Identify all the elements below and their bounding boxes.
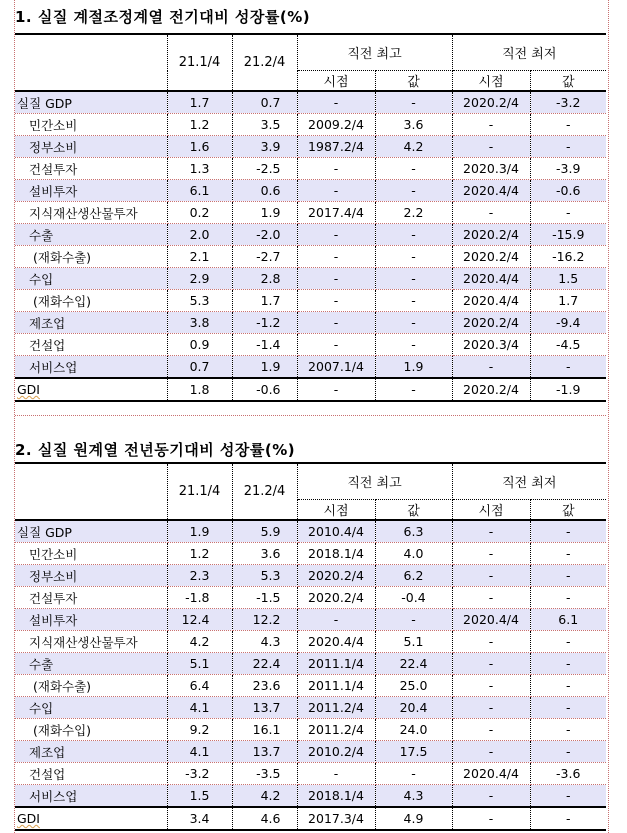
cell-q1: 1.8 (167, 378, 232, 401)
cell-low-value: -1.9 (530, 378, 606, 401)
cell-high-time: - (297, 290, 375, 312)
header-q2: 21.2/4 (232, 463, 297, 520)
section1-title: 1. 실질 계절조정계열 전기대비 성장률(%) (15, 8, 311, 26)
cell-q2: 4.3 (232, 631, 297, 653)
row-label: 건설투자 (15, 587, 167, 609)
row-label: 수출 (15, 224, 167, 246)
table-row (15, 741, 606, 763)
row-label: 제조업 (15, 312, 167, 334)
cell-q1: 1.3 (167, 158, 232, 180)
cell-high-value: 17.5 (375, 741, 452, 763)
cell-q1: 0.9 (167, 334, 232, 356)
cell-high-time: 2011.2/4 (297, 719, 375, 741)
cell-high-value: 6.2 (375, 565, 452, 587)
cell-q1: 0.7 (167, 356, 232, 379)
table-row (15, 158, 606, 180)
header-blank (15, 463, 167, 520)
row-label: 지식재산생산물투자 (15, 202, 167, 224)
row-label: 건설업 (15, 763, 167, 785)
cell-q1: 2.3 (167, 565, 232, 587)
cell-low-value: - (530, 741, 606, 763)
cell-low-value: - (530, 807, 606, 830)
cell-low-value: - (530, 202, 606, 224)
row-label: 민간소비 (15, 543, 167, 565)
subheader-high-value: 값 (375, 500, 452, 521)
table-row (15, 565, 606, 587)
subheader-low-time: 시점 (452, 71, 530, 92)
cell-low-time: - (452, 587, 530, 609)
cell-q1: 2.0 (167, 224, 232, 246)
cell-high-time: - (297, 158, 375, 180)
row-label: 정부소비 (15, 136, 167, 158)
cell-q2: 3.9 (232, 136, 297, 158)
cell-low-time: - (452, 543, 530, 565)
cell-high-value: - (375, 763, 452, 785)
cell-high-time: 2010.4/4 (297, 520, 375, 543)
cell-q1: 4.2 (167, 631, 232, 653)
cell-q2: -2.5 (232, 158, 297, 180)
cell-low-time: 2020.2/4 (452, 312, 530, 334)
cell-high-time: 2018.1/4 (297, 543, 375, 565)
subheader-low-time: 시점 (452, 500, 530, 521)
row-label: 건설업 (15, 334, 167, 356)
gdi-label: GDI (17, 811, 40, 826)
cell-high-value: 4.9 (375, 807, 452, 830)
table-row (15, 697, 606, 719)
cell-high-value: 5.1 (375, 631, 452, 653)
cell-low-value: - (530, 520, 606, 543)
cell-q2: 1.9 (232, 202, 297, 224)
row-label: 실질 GDP (15, 520, 167, 543)
cell-high-value: - (375, 268, 452, 290)
cell-q2: -2.0 (232, 224, 297, 246)
table-row (15, 719, 606, 741)
cell-q2: 23.6 (232, 675, 297, 697)
cell-low-value: -4.5 (530, 334, 606, 356)
table-row (15, 246, 606, 268)
cell-low-value: - (530, 565, 606, 587)
cell-q2: -1.2 (232, 312, 297, 334)
table-row (15, 609, 606, 631)
cell-q1: 12.4 (167, 609, 232, 631)
cell-high-time: 2020.2/4 (297, 587, 375, 609)
cell-low-time: 2020.4/4 (452, 290, 530, 312)
cell-high-time: - (297, 312, 375, 334)
cell-high-time: - (297, 334, 375, 356)
cell-q2: 3.5 (232, 114, 297, 136)
cell-low-value: -0.6 (530, 180, 606, 202)
cell-high-value: 4.2 (375, 136, 452, 158)
row-label: (재화수출) (15, 675, 167, 697)
cell-q1: 3.8 (167, 312, 232, 334)
cell-low-time: - (452, 675, 530, 697)
cell-q2: -1.4 (232, 334, 297, 356)
cell-low-time: - (452, 785, 530, 808)
subheader-high-value: 값 (375, 71, 452, 92)
cell-low-time: - (452, 136, 530, 158)
cell-low-time: - (452, 565, 530, 587)
cell-low-value: - (530, 653, 606, 675)
header-prev-low: 직전 최저 (452, 463, 606, 500)
cell-low-value: -3.6 (530, 763, 606, 785)
table-row (15, 653, 606, 675)
cell-low-time: - (452, 653, 530, 675)
gdi-label: GDI (17, 382, 40, 397)
cell-high-time: - (297, 378, 375, 401)
table-row (15, 91, 606, 114)
header-blank (15, 34, 167, 91)
section2-title: 2. 실질 원계열 전년동기대비 성장률(%) (15, 441, 296, 459)
cell-high-value: 25.0 (375, 675, 452, 697)
cell-high-value: 22.4 (375, 653, 452, 675)
header-prev-high: 직전 최고 (297, 34, 452, 71)
cell-q1: 2.1 (167, 246, 232, 268)
cell-low-value: -3.2 (530, 91, 606, 114)
cell-high-time: - (297, 224, 375, 246)
cell-high-time: 2017.3/4 (297, 807, 375, 830)
row-label: 지식재산생산물투자 (15, 631, 167, 653)
cell-q1: 6.1 (167, 180, 232, 202)
cell-high-value: - (375, 609, 452, 631)
cell-q1: 1.9 (167, 520, 232, 543)
blank-row (15, 396, 606, 416)
header-prev-low: 직전 최저 (452, 34, 606, 71)
cell-low-value: 1.5 (530, 268, 606, 290)
cell-high-time: 2011.1/4 (297, 653, 375, 675)
header-q2: 21.2/4 (232, 34, 297, 91)
table-row (15, 587, 606, 609)
cell-low-time: - (452, 520, 530, 543)
row-label: 설비투자 (15, 180, 167, 202)
cell-low-time: 2020.2/4 (452, 224, 530, 246)
cell-q1: 1.2 (167, 114, 232, 136)
cell-q2: -1.5 (232, 587, 297, 609)
cell-q2: 5.9 (232, 520, 297, 543)
cell-q2: 16.1 (232, 719, 297, 741)
cell-low-value: - (530, 719, 606, 741)
table-row (15, 785, 606, 808)
row-label: 수입 (15, 697, 167, 719)
cell-q2: 2.8 (232, 268, 297, 290)
cell-q1: 4.1 (167, 741, 232, 763)
cell-low-value: - (530, 356, 606, 379)
cell-high-value: -0.4 (375, 587, 452, 609)
cell-high-value: 1.9 (375, 356, 452, 379)
cell-low-time: - (452, 697, 530, 719)
row-label: (재화수출) (15, 246, 167, 268)
cell-low-value: -3.9 (530, 158, 606, 180)
cell-low-value: 1.7 (530, 290, 606, 312)
table-row (15, 356, 606, 379)
cell-q2: 13.7 (232, 697, 297, 719)
cell-low-value: 6.1 (530, 609, 606, 631)
cell-high-value: 20.4 (375, 697, 452, 719)
cell-high-time: 2020.4/4 (297, 631, 375, 653)
cell-high-time: 2007.1/4 (297, 356, 375, 379)
cell-q1: 5.1 (167, 653, 232, 675)
cell-high-value: - (375, 378, 452, 401)
table-row (15, 520, 606, 543)
subheader-low-value: 값 (530, 71, 606, 92)
cell-q2: 13.7 (232, 741, 297, 763)
table-row (15, 543, 606, 565)
cell-high-value: 4.3 (375, 785, 452, 808)
row-label: 수출 (15, 653, 167, 675)
cell-low-time: - (452, 741, 530, 763)
cell-high-time: - (297, 763, 375, 785)
table-row (15, 290, 606, 312)
row-label: 정부소비 (15, 565, 167, 587)
cell-q2: 5.3 (232, 565, 297, 587)
cell-low-time: - (452, 202, 530, 224)
cell-q1: 1.2 (167, 543, 232, 565)
cell-q2: -2.7 (232, 246, 297, 268)
cell-q2: 4.6 (232, 807, 297, 830)
cell-q2: 4.2 (232, 785, 297, 808)
cell-low-time: 2020.4/4 (452, 609, 530, 631)
cell-high-time: - (297, 246, 375, 268)
section1-table (15, 33, 606, 402)
cell-low-time: 2020.2/4 (452, 91, 530, 114)
cell-high-value: 6.3 (375, 520, 452, 543)
cell-low-time: 2020.3/4 (452, 334, 530, 356)
table-row (15, 224, 606, 246)
cell-q1: 5.3 (167, 290, 232, 312)
row-label: 서비스업 (15, 356, 167, 379)
table-row-gdi (15, 807, 606, 830)
cell-q1: 0.2 (167, 202, 232, 224)
table-row (15, 268, 606, 290)
row-label (15, 807, 167, 830)
row-label: 민간소비 (15, 114, 167, 136)
cell-low-time: - (452, 719, 530, 741)
cell-high-time: - (297, 268, 375, 290)
row-label: 수입 (15, 268, 167, 290)
cell-low-time: - (452, 356, 530, 379)
table-row (15, 763, 606, 785)
cell-high-value: 4.0 (375, 543, 452, 565)
subheader-high-time: 시점 (297, 500, 375, 521)
cell-q2: 3.6 (232, 543, 297, 565)
cell-q2: -3.5 (232, 763, 297, 785)
row-label: 건설투자 (15, 158, 167, 180)
cell-low-value: - (530, 675, 606, 697)
cell-low-time: - (452, 114, 530, 136)
header-q1: 21.1/4 (167, 34, 232, 91)
cell-high-value: - (375, 312, 452, 334)
cell-high-value: - (375, 91, 452, 114)
cell-high-time: 2018.1/4 (297, 785, 375, 808)
subheader-low-value: 값 (530, 500, 606, 521)
cell-q1: 1.7 (167, 91, 232, 114)
cell-low-value: - (530, 631, 606, 653)
subheader-high-time: 시점 (297, 71, 375, 92)
row-label: 제조업 (15, 741, 167, 763)
cell-low-time: 2020.3/4 (452, 158, 530, 180)
cell-low-time: 2020.2/4 (452, 378, 530, 401)
table-row (15, 312, 606, 334)
cell-high-value: - (375, 334, 452, 356)
table-row (15, 114, 606, 136)
cell-low-value: - (530, 697, 606, 719)
cell-high-time: 1987.2/4 (297, 136, 375, 158)
cell-high-value: - (375, 290, 452, 312)
cell-q1: 6.4 (167, 675, 232, 697)
cell-low-time: 2020.2/4 (452, 246, 530, 268)
header-prev-high: 직전 최고 (297, 463, 452, 500)
cell-q2: 22.4 (232, 653, 297, 675)
row-label: (재화수입) (15, 290, 167, 312)
cell-low-time: - (452, 631, 530, 653)
cell-q2: 1.9 (232, 356, 297, 379)
cell-q1: 3.4 (167, 807, 232, 830)
cell-q1: 2.9 (167, 268, 232, 290)
row-label: 설비투자 (15, 609, 167, 631)
table-row (15, 180, 606, 202)
cell-q1: -1.8 (167, 587, 232, 609)
cell-q2: 0.7 (232, 91, 297, 114)
cell-low-time: - (452, 807, 530, 830)
cell-low-value: -9.4 (530, 312, 606, 334)
row-label: 서비스업 (15, 785, 167, 808)
cell-q2: 0.6 (232, 180, 297, 202)
cell-high-time: 2011.1/4 (297, 675, 375, 697)
cell-high-time: 2009.2/4 (297, 114, 375, 136)
cell-low-value: - (530, 587, 606, 609)
cell-low-value: - (530, 543, 606, 565)
table-row (15, 136, 606, 158)
cell-high-value: - (375, 158, 452, 180)
table-row (15, 202, 606, 224)
cell-low-value: - (530, 785, 606, 808)
cell-high-value: - (375, 246, 452, 268)
cell-q2: 12.2 (232, 609, 297, 631)
cell-low-value: - (530, 136, 606, 158)
cell-high-time: - (297, 609, 375, 631)
table-row (15, 631, 606, 653)
cell-high-value: - (375, 180, 452, 202)
table-row (15, 675, 606, 697)
cell-low-value: -15.9 (530, 224, 606, 246)
cell-high-time: 2020.2/4 (297, 565, 375, 587)
cell-high-value: 24.0 (375, 719, 452, 741)
cell-high-time: - (297, 180, 375, 202)
cell-low-time: 2020.4/4 (452, 268, 530, 290)
cell-high-value: 2.2 (375, 202, 452, 224)
cell-low-value: -16.2 (530, 246, 606, 268)
row-label: 실질 GDP (15, 91, 167, 114)
cell-high-time: 2017.4/4 (297, 202, 375, 224)
cell-q1: 4.1 (167, 697, 232, 719)
section2-table (15, 462, 606, 831)
cell-q2: 1.7 (232, 290, 297, 312)
cell-high-value: - (375, 224, 452, 246)
header-q1: 21.1/4 (167, 463, 232, 520)
cell-q1: -3.2 (167, 763, 232, 785)
cell-q1: 1.6 (167, 136, 232, 158)
cell-low-time: 2020.4/4 (452, 180, 530, 202)
cell-high-time: - (297, 91, 375, 114)
cell-q2: -0.6 (232, 378, 297, 401)
cell-q1: 1.5 (167, 785, 232, 808)
table-row (15, 334, 606, 356)
cell-high-time: 2011.2/4 (297, 697, 375, 719)
cell-low-value: - (530, 114, 606, 136)
cell-low-time: 2020.4/4 (452, 763, 530, 785)
cell-q1: 9.2 (167, 719, 232, 741)
row-label: (재화수입) (15, 719, 167, 741)
cell-high-value: 3.6 (375, 114, 452, 136)
cell-high-time: 2010.2/4 (297, 741, 375, 763)
